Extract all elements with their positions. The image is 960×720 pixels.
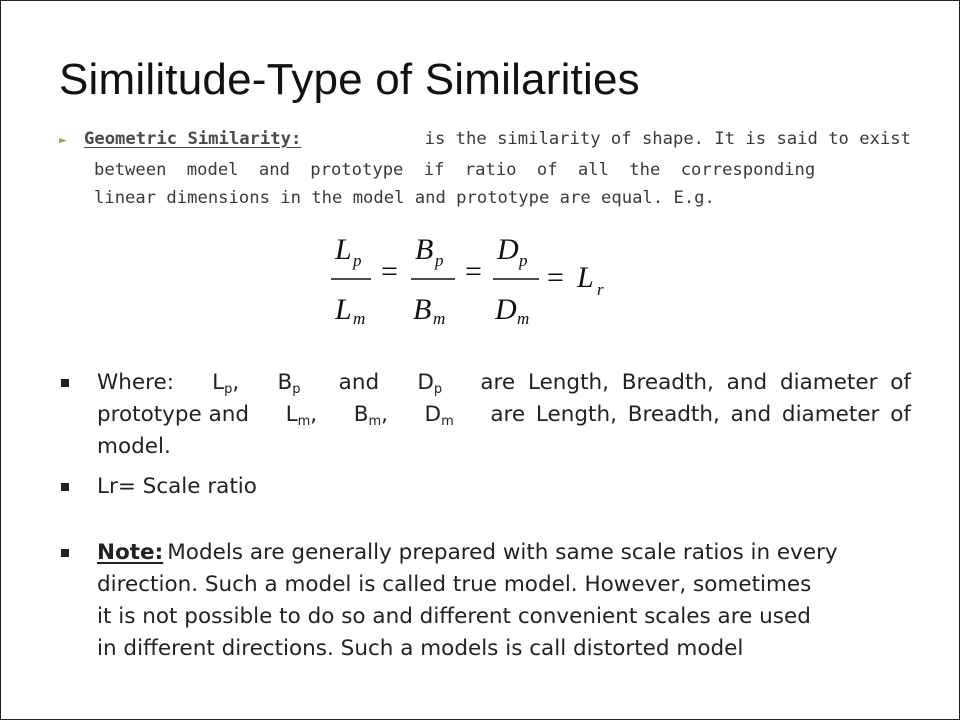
- eq-numerator-L: L: [335, 233, 352, 266]
- eq-equals: =: [547, 261, 564, 294]
- eq-numerator-B: B: [415, 233, 434, 266]
- triangle-bullet-icon: ►: [59, 133, 67, 148]
- paragraph-line: [94, 156, 911, 185]
- bullet-line: Where: $L_p$, $B_p$ and $D_p$ are Length, Breadth, and diameter of: [97, 370, 911, 397]
- bullet-line: it is not possible to do so and different convenient scales are used: [97, 604, 811, 629]
- eq-sub-m: m: [433, 309, 446, 328]
- eq-L: L: [577, 261, 594, 294]
- bullet-text: [97, 367, 911, 463]
- bullet-text: Lr= Scale ratio: [97, 474, 257, 499]
- geometric-similarity-paragraph: [59, 125, 911, 213]
- slide-title: Similitude-Type of Similarities: [59, 55, 640, 104]
- bullet-line: direction. Such a model is called true model. However, sometimes: [97, 572, 812, 597]
- eq-sub-p: p: [353, 251, 362, 270]
- similarity-equation: [327, 229, 627, 329]
- geometric-similarity-term: Geometric Similarity:: [84, 129, 302, 149]
- bullet-line: in different directions. Such a models is call distorted model: [97, 636, 744, 661]
- eq-equals: =: [465, 255, 482, 288]
- square-bullet-icon: [61, 549, 69, 557]
- paragraph-text: between model and prototype if ratio of all the corresponding: [94, 159, 816, 180]
- bullet-line: prototype and $L_m$, $B_m$, $D_m$ are Length, Breadth, and diameter of: [97, 402, 911, 429]
- eq-numerator-D: D: [497, 233, 519, 266]
- eq-sub-m: m: [517, 309, 530, 328]
- eq-sub-r: r: [597, 280, 604, 299]
- paragraph-line: [94, 184, 911, 213]
- note-label: Note:: [97, 540, 164, 565]
- eq-denominator-L: L: [335, 293, 352, 326]
- square-bullet-icon: [61, 483, 69, 491]
- paragraph-text: is the similarity of shape. It is said to exist: [424, 129, 911, 149]
- square-bullet-icon: [61, 379, 69, 387]
- eq-sub-m: m: [353, 309, 366, 328]
- bullet-line: model.: [97, 434, 171, 459]
- paragraph-line: [59, 125, 911, 156]
- paragraph-text: linear dimensions in the model and prototype are equal. E.g.: [94, 188, 715, 208]
- eq-denominator-B: B: [413, 293, 432, 326]
- eq-equals: =: [381, 255, 398, 288]
- eq-denominator-D: D: [495, 293, 517, 326]
- eq-sub-p: p: [519, 251, 528, 270]
- eq-sub-p: p: [435, 251, 444, 270]
- bullet-line: Note: Models are generally prepared with same scale ratios in every: [97, 537, 911, 569]
- bullet-text: [97, 537, 911, 665]
